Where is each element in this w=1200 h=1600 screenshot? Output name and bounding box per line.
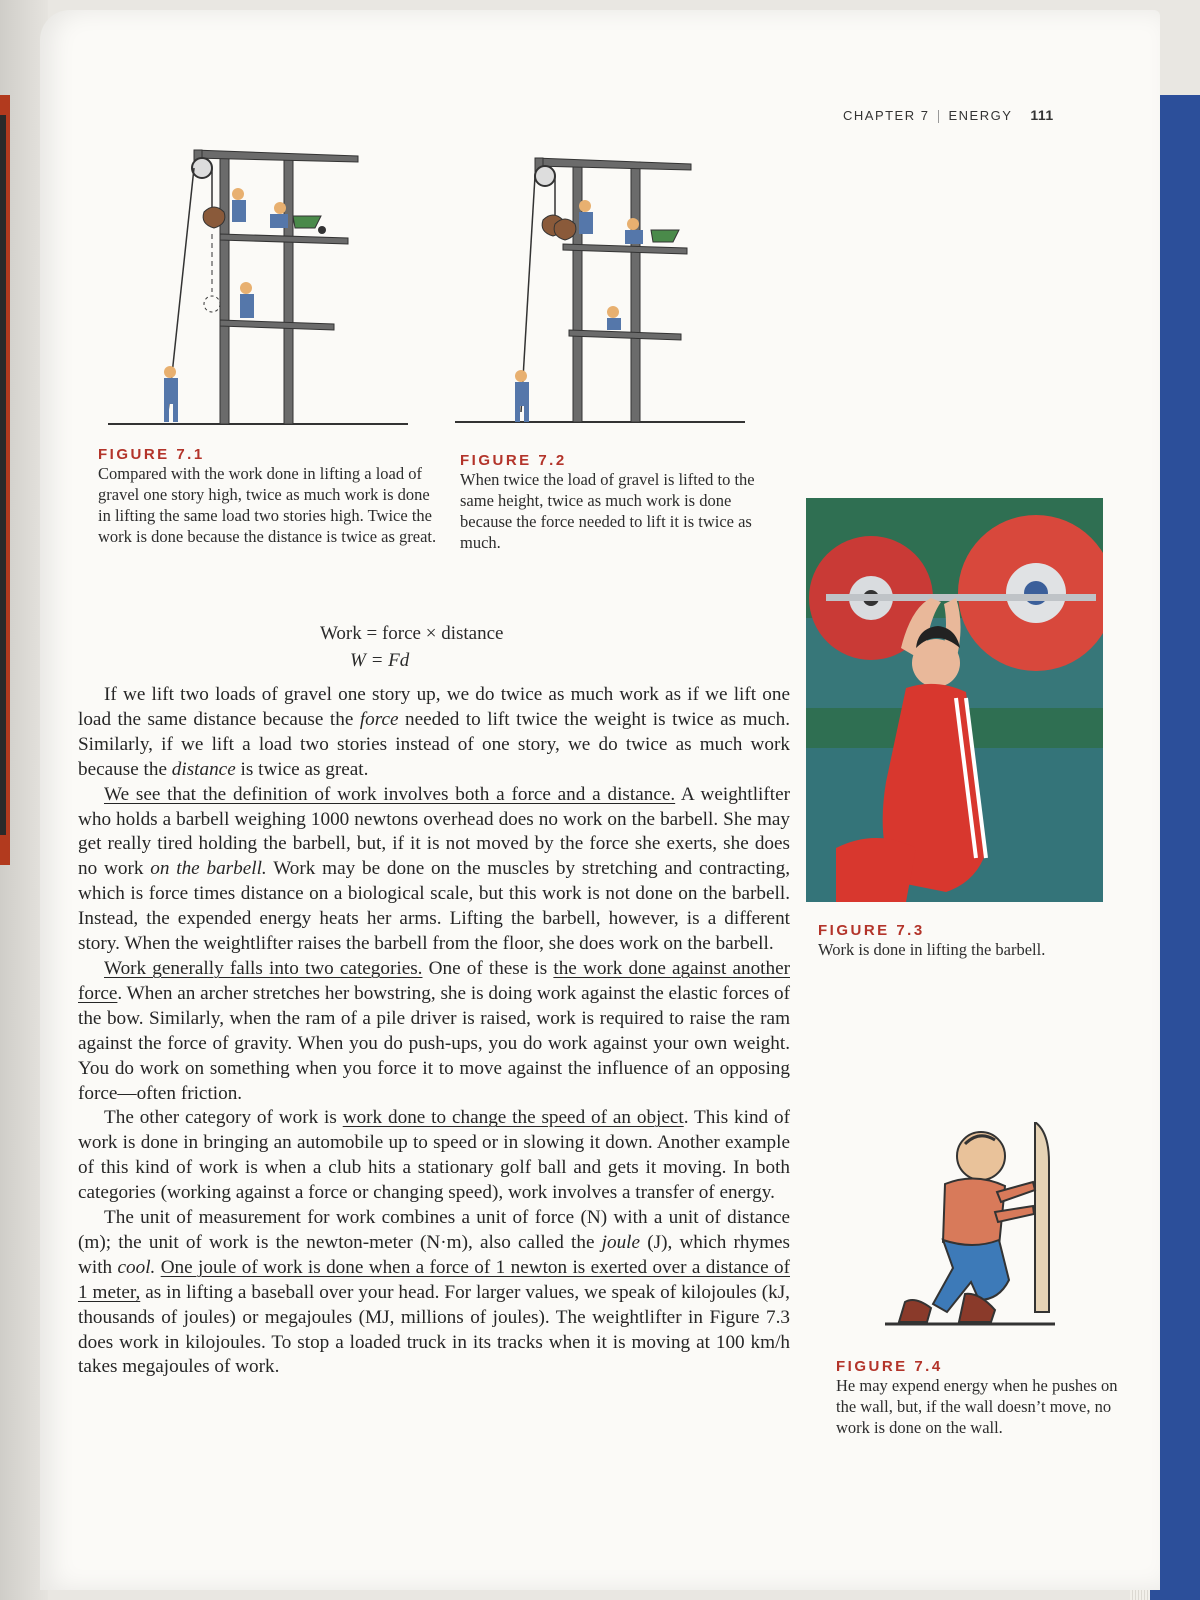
text-run: needed to lift twice the weight is twice as much. Similarly, if we lift a load two stories instead of one story, we do twice as much work because the [78, 708, 790, 780]
figure-caption-text: When twice the load of gravel is lifted to the same height, twice as much work is done because the force needed to lift it is twice as much. [460, 470, 755, 552]
underlined-text: Work generally falls into two categories. [104, 957, 423, 979]
work-equation [320, 620, 503, 674]
text-run: One of these is [422, 957, 554, 979]
text-run: (J), which rhymes with [78, 1231, 791, 1278]
text-run: The other category of work is [104, 1107, 343, 1129]
figure-7-4-caption [836, 1358, 1126, 1438]
text-run: A weightlifter who holds a barbell weighing 1000 newtons overhead does no work on the barbell. She may get really tired holding the barbell, but, if it is not moved by the force she exerts, she does no work [78, 783, 791, 880]
text-run: . When an archer stretches her bowstring, she is doing work against the elastic forces of the bow. Similarly, when the ram of a pile driver is raised, work is required to raise the ram against the force of gravity. When you do push-ups, you do work against your own weight. You do work on something when you force it to move against the influence of an opposing force—often friction. [78, 982, 790, 1104]
paragraph-4 [78, 1106, 790, 1206]
emphasis: joule [601, 1231, 641, 1253]
figure-7-2-caption [460, 452, 770, 553]
page-number: 111 [1030, 107, 1054, 123]
figure-7-2-illustration [455, 150, 755, 440]
underlined-text: We see that the definition of work involves both a force and a distance. [104, 783, 676, 805]
figure-label: FIGURE 7.2 [460, 452, 567, 469]
text-run: is twice as great. [235, 758, 369, 780]
text-run: If we lift two loads of gravel one story up, we do twice as much work as if we lift one load the same distance because the [78, 684, 790, 730]
figure-caption-text: Compared with the work done in lifting a load of gravel one story high, twice as much work is done in lifting the same load two stories high. Twice the work is done because the distance is twice as great. [98, 464, 437, 546]
figure-caption-text: Work is done in lifting the barbell. [818, 940, 1046, 959]
text-run: as in lifting a baseball over your head. For larger values, we speak of kilojoules (kJ, thousands of joules) or megajoules (MJ, millions of joules). The weightlifter in Figure 7.3 does work in kilojoules. To stop a loaded truck in its tracks when it is moving at 100 km/h takes megajoules of work. [78, 1281, 790, 1378]
emphasis: cool. [117, 1256, 156, 1278]
equation-line-2: W = Fd [350, 650, 410, 671]
body-text [78, 683, 790, 1380]
paragraph-3 [78, 957, 790, 1106]
figure-label: FIGURE 7.3 [818, 922, 925, 939]
underlined-text: the work done against another force [78, 957, 790, 1004]
text-run: The unit of measurement for work combines a unit of force (N) with a unit of distance (m); the unit of work is the newton-meter (N·m), also called the [78, 1207, 790, 1253]
figure-7-3-caption [818, 922, 1118, 960]
figure-7-1-illustration [108, 142, 418, 432]
figure-label: FIGURE 7.1 [98, 446, 205, 463]
paragraph-5 [78, 1206, 790, 1380]
figure-caption-text: He may expend energy when he pushes on the wall, but, if the wall doesn’t move, no work is done on the wall. [836, 1376, 1118, 1437]
figure-7-4-illustration [885, 1122, 1065, 1337]
paragraph-1 [78, 683, 790, 783]
underlined-text: work done to change the speed of an object [342, 1107, 684, 1129]
emphasis: force [359, 708, 399, 730]
emphasis: on the barbell. [150, 858, 267, 880]
weightlifter-image [806, 498, 1103, 902]
running-head [843, 107, 1054, 123]
underlined-text: One joule of work is done when a force of 1 newton is exerted over a distance of 1 meter, [78, 1256, 790, 1303]
figure-label: FIGURE 7.4 [836, 1358, 943, 1375]
equation-line-1: Work = force × distance [320, 623, 504, 644]
chapter-title: ENERGY [948, 108, 1013, 123]
paragraph-2 [78, 783, 790, 957]
emphasis: distance [171, 758, 236, 780]
facing-page-edge [0, 95, 10, 865]
text-run: Work may be done on the muscles by stretching and contracting, which is force times distance on a biological scale, but this work is not done on the barbell. Instead, the expended energy heats her arms. Lifting the barbell, however, is a different story. When the weightlifter raises the barbell from the floor, she does work on the barbell. [78, 858, 790, 955]
weightlifter-photo [806, 498, 1103, 902]
figure-7-1-caption [98, 446, 438, 547]
text-run: . This kind of work is done in bringing an automobile up to speed or in slowing it down. Another example of this kind of work is when a club hits a stationary golf ball and gets it moving. In both categories (working against a force or changing speed), work involves a transfer of energy. [78, 1107, 790, 1204]
chapter-label: CHAPTER 7 [843, 108, 930, 123]
